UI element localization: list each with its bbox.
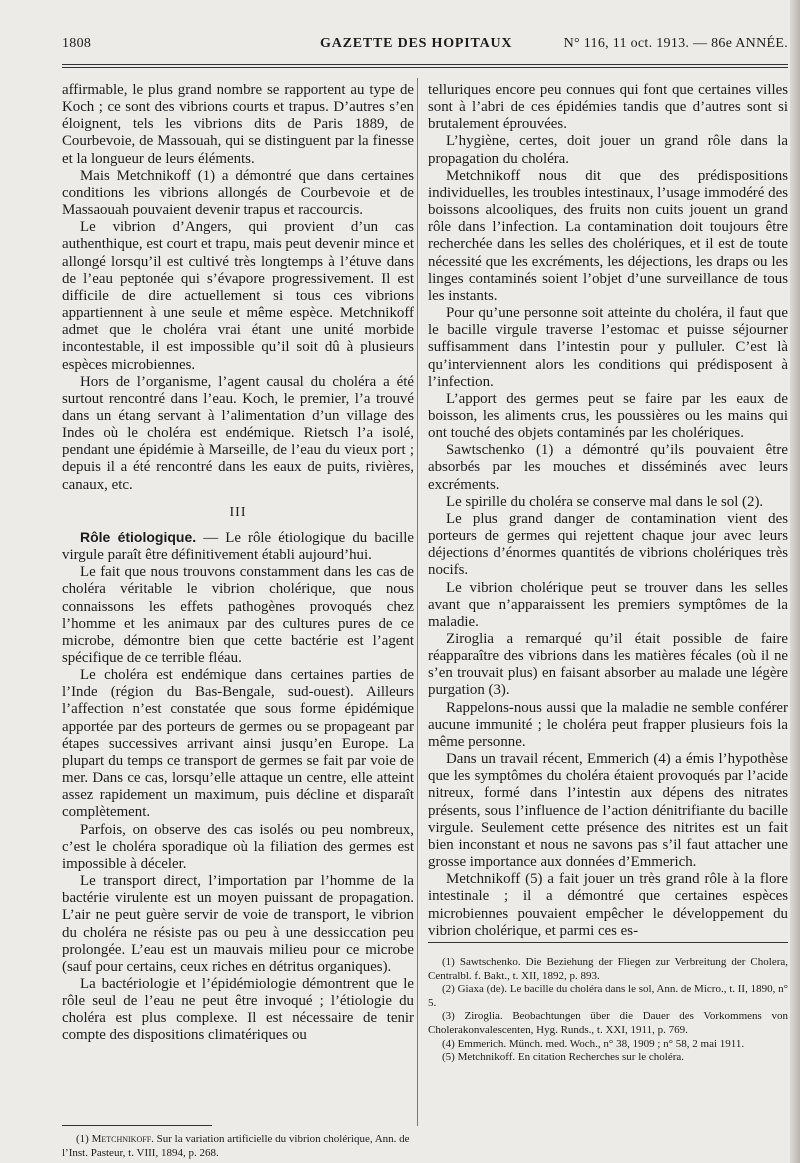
paragraph: Le transport direct, l’importation par l’homme de la bactérie virulente est un moyen puissant de propagation. L’air ne peut guère servir de voie de transport, le vibrion du choléra ne résiste pas ou peu à une dessiccation peu prolongée. L’eau est un mauvais milieu pour ce microbe (sauf pour certains, ceux riches en détritus organiques). bbox=[62, 873, 414, 975]
paragraph: L’hygiène, certes, doit jouer un grand rôle dans la propagation du choléra. bbox=[428, 133, 788, 167]
paragraph: Hors de l’organisme, l’agent causal du choléra a été surtout rencontré dans l’eau. Koch, le premier, l’a trouvé dans un étang servant à l’alimentation d’un village des Indes où le choléra est endémique. Rietsch l’a isolé, pendant une épidémie à Marseille, de l’eau du vieux port ; depuis il a été rencontré dans les eaux de puits, rivières, canaux, etc. bbox=[62, 373, 414, 493]
page-spine-shadow bbox=[790, 0, 800, 1163]
paragraph: Metchnikoff nous dit que des prédispositions individuelles, les troubles intestinaux, l’usage immodéré des boissons alcooliques, des fruits non cuits jouent un grand rôle dans l’infection. La contamination doit toujours être recherchée dans les selles des cholériques, et il est de toute nécessité que les excréments, les déjections, les draps ou les linges contaminés soient l’objet d’une surveillance de tous les instants. bbox=[428, 167, 788, 304]
paragraph: L’apport des germes peut se faire par les eaux de boisson, les aliments crus, les poussières ou les mains qui ont touché des objets contaminés par les cholériques. bbox=[428, 390, 788, 442]
section-lead-paragraph bbox=[62, 529, 414, 564]
paragraph: Le vibrion d’Angers, qui provient d’un cas authenthique, est court et trapu, mais peut devenir mince et allongé lorsqu’il est cultivé très longtemps à l’étuve dans de l’eau peptonée qui s’évapore progressivement. Il est difficile de dire actuellement si tous ces vibrions appartiennent à une seule et même espèce. Metchnikoff admet que le choléra vrai étant une unité morbide incontestable, il est impossible qu’il soit dû à plusieurs espèces microbiennes. bbox=[62, 219, 414, 373]
paragraph: Le spirille du choléra se conserve mal dans le sol (2). bbox=[446, 493, 764, 510]
footnote-author: Metchnikoff. bbox=[91, 1133, 154, 1145]
paragraph: Parfois, on observe des cas isolés ou peu nombreux, c’est le choléra sporadique où la filiation des germes est impossible à déceler. bbox=[62, 821, 414, 872]
paragraph: Sawtschenko (1) a démontré qu’ils pouvaient être absorbés par les mouches et disséminés avec leurs excréments. bbox=[428, 442, 788, 493]
section-heading: Rôle étiologique. bbox=[80, 528, 197, 545]
paragraph: Pour qu’une personne soit atteinte du choléra, il faut que le bacille virgule traverse l’estomac et puisse séjourner suffisamment dans l’intestin pour y pulluler. C’est là qu’interviennent alors les conditions qui prédisposent à l’infection. bbox=[428, 305, 788, 390]
paragraph: Rappelons-nous aussi que la maladie ne semble conférer aucune immunité ; le choléra peut frapper plusieurs fois la même personne. bbox=[428, 699, 788, 750]
footnote: (4) Emmerich. Münch. med. Woch., n° 38, 1909 ; n° 58, 2 mai 1911. bbox=[442, 1037, 745, 1050]
header-rule bbox=[62, 64, 788, 65]
footnote bbox=[62, 1132, 414, 1160]
right-footnotes bbox=[428, 956, 788, 1065]
page-number: 1808 bbox=[62, 36, 92, 51]
paragraph: Mais Metchnikoff (1) a démontré que dans certaines conditions les vibrions allongés de Courbevoie et de Massaouah pouvaient devenir trapus et raccourcis. bbox=[62, 167, 414, 219]
footnote-rule-right bbox=[428, 942, 788, 943]
journal-title: GAZETTE DES HOPITAUX bbox=[320, 36, 513, 51]
paragraph: Le choléra est endémique dans certaines parties de l’Inde (région du Bas-Bengale, sud-ouest). Ailleurs l’affection n’est constatée que sous forme épidémique apportée par des porteurs de germes ou se propageant par étapes successives arrivant ainsi jusqu’en Europe. La plupart du temps ce transport de germes se fait par voie de mer. Dans ce cas, lorsqu’elle attaque un centre, elle atteint assez rapidement un maximum, puis décline et disparaît complètement. bbox=[62, 667, 414, 821]
running-header bbox=[62, 36, 788, 58]
footnote: (5) Metchnikoff. En citation Recherches sur le choléra. bbox=[442, 1051, 685, 1064]
paragraph: Le fait que nous trouvons constamment dans les cas de choléra véritable le vibrion cholérique, que nous connaissons les effets pathogènes provoqués chez l’homme et les animaux par des cultures pures de ce microbe, démontre bien que cette bactérie est l’agent spécifique de ce terrible fléau. bbox=[62, 564, 414, 666]
paragraph: Le vibrion cholérique peut se trouver dans les selles avant que n’apparaissent les premiers symptômes de la maladie. bbox=[428, 579, 788, 630]
right-column bbox=[428, 82, 788, 940]
footnote: (2) Giaxa (de). Le bacille du choléra dans le sol, Ann. de Micro., t. II, 1890, n° 5. bbox=[428, 983, 788, 1009]
paragraph: Dans un travail récent, Emmerich (4) a émis l’hypothèse que les symptômes du choléra étaient provoqués par l’acide nitreux, formé dans l’intestin aux dépens des nitrates présents, sous l’influence de l’action dénitrifiante du bacille virgule. Seulement cette présence des nitrites est un fait bien inconstant et nous ne savons pas s’il faut attacher une grosse importance aux données d’Emmerich. bbox=[428, 751, 788, 871]
footnote-rule-left bbox=[62, 1125, 212, 1126]
footnote-text: Sur la variation artificielle du vibrion cholérique, Ann. de l’Inst. Pasteur, t. VIII, 1894, p. 268. bbox=[62, 1133, 410, 1159]
paragraph: La bactériologie et l’épidémiologie démontrent que le rôle seul de l’eau ne peut être invoqué ; l’étiologie du choléra est plus complexe. Il est nécessaire de tenir compte des dispositions climatériques ou bbox=[62, 975, 414, 1044]
footnote: (3) Ziroglia. Beobachtungen über die Dauer des Vorkommens von Cholerakonvalescenten, Hyg. Runds., t. XXI, 1911, p. 769. bbox=[428, 1010, 788, 1036]
paragraph: Metchnikoff (5) a fait jouer un très grand rôle à la flore intestinale ; il a démontré que certaines espèces microbiennes pouvaient empêcher le développement du vibrion cholérique, et parmi ces es- bbox=[428, 871, 788, 939]
paragraph: affirmable, le plus grand nombre se rapportent au type de Koch ; ce sont des vibrions courts et trapus. D’autres s’en éloignent, tels les vibrions dits de Paris 1889, de Courbevoie, de Massouah, qui se distinguent par la finesse et la longueur de leurs éléments. bbox=[62, 82, 414, 167]
column-divider bbox=[417, 78, 418, 1126]
paragraph: telluriques encore peu connues qui font que certaines villes sont à l’abri de ces épidémies tandis que d’autres sont si brutalement éprouvées. bbox=[428, 82, 788, 133]
header-rule-double bbox=[62, 67, 788, 68]
left-footnotes bbox=[62, 1132, 414, 1160]
paragraph: Le plus grand danger de contamination vient des porteurs de germes qui rejettent chaque jour avec leurs déjections d’énormes quantités de vibrions cholériques très nocifs. bbox=[428, 510, 788, 579]
issue-info: N° 116, 11 oct. 1913. — 86e ANNÉE. bbox=[563, 36, 788, 51]
section-lead-text: — Le rôle étiologique du bacille virgule paraît être définitivement établi aujourd’hui. bbox=[62, 529, 415, 564]
footnote: (1) Sawtschenko. Die Beziehung der Fliegen zur Verbreitung der Cholera, Centralbl. f. Bakt., t. XII, 1892, p. 893. bbox=[428, 956, 788, 982]
footnote-number: (1) bbox=[76, 1133, 89, 1145]
left-column bbox=[62, 82, 414, 1045]
paragraph: Ziroglia a remarqué qu’il était possible de faire réapparaître des vibrions dans les matières fécales (où il ne s’en trouvait plus) en faisant absorber au malade une légère purgation (3). bbox=[428, 631, 788, 699]
section-number: III bbox=[229, 504, 247, 520]
